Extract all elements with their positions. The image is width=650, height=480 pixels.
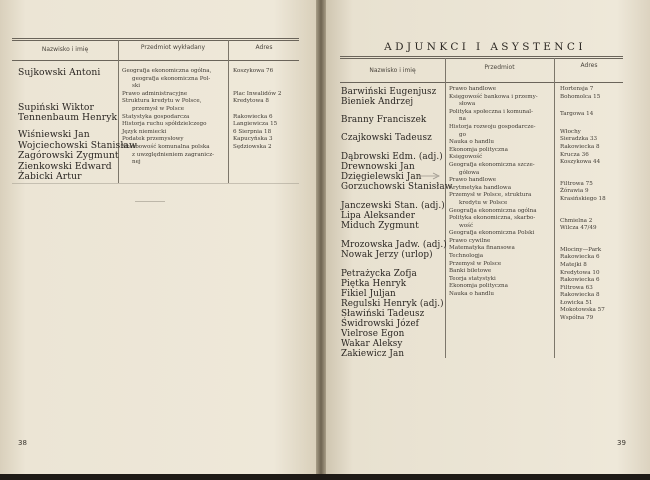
list-item: Wiśniewski Jan xyxy=(18,128,90,140)
list-item: Nowak Jerzy (urlop) xyxy=(341,250,433,260)
list-item: Rakowiecka 8 xyxy=(560,292,600,299)
list-item: kredytu w Polsce xyxy=(459,199,508,206)
left-page xyxy=(0,0,322,480)
list-item: Vielrose Egon xyxy=(341,329,405,339)
list-item: Geografja ekonomiczna ogólna, xyxy=(122,68,212,74)
list-item: przemysł w Polsce xyxy=(132,105,185,112)
list-item: Sieradzka 33 xyxy=(560,136,598,143)
list-item: Barwiński Eugenjusz xyxy=(341,87,437,97)
table-end-mark xyxy=(135,201,165,202)
list-item xyxy=(341,107,452,115)
list-item: Tennenbaum Henryk xyxy=(18,112,118,124)
list-item: Sujkowski Antoni xyxy=(18,67,101,78)
list-item: Rakowiecka 6 xyxy=(560,277,600,284)
list-item: Geografja ekonomiczna Polski xyxy=(449,230,535,237)
list-item: Filtrowa 63 xyxy=(560,284,593,291)
list-item: Nauka o handlu xyxy=(449,291,494,298)
list-item: Młociny—Park xyxy=(560,246,602,253)
page-number: 39 xyxy=(617,439,626,447)
list-item: Ekonomja polityczna xyxy=(449,283,508,290)
list-item xyxy=(18,79,137,90)
list-item: Struktura kredytu w Polsce, xyxy=(122,98,202,105)
list-item: Historja ruchu spółdzielczego xyxy=(122,121,207,128)
header-address: Adres xyxy=(255,44,273,51)
list-item: Arytmetyka handlowa xyxy=(449,184,512,191)
list-item xyxy=(560,101,606,111)
list-item: Wojciechowski Stanisław xyxy=(18,139,137,151)
list-item xyxy=(233,76,281,84)
list-item: Gorzuchowski Stanisław xyxy=(341,182,453,192)
list-item: Krucza 36 xyxy=(560,151,589,158)
list-item: Zakiewicz Jan xyxy=(341,349,405,359)
list-item: Petrażycka Zofja xyxy=(341,269,417,279)
list-item: Drewnowski Jan xyxy=(341,162,415,172)
list-item: Zagórowski Zygmunt xyxy=(18,150,119,162)
list-item: Geografja ekonomiczna szcze- xyxy=(449,161,535,168)
pencil-arrow-mark xyxy=(415,172,445,180)
list-item: Kredytowa 8 xyxy=(233,98,269,105)
list-item: Rakowiecka 6 xyxy=(560,254,600,261)
list-item: wość xyxy=(459,222,474,229)
list-item: Mokotowska 57 xyxy=(560,307,605,314)
list-item: Świdrowski Józef xyxy=(341,319,420,329)
list-item: Bieniek Andrzej xyxy=(341,97,414,107)
list-item: Dzięgielewski Jan xyxy=(341,172,422,182)
list-item: Hortensja 7 xyxy=(560,86,594,92)
address-list xyxy=(233,68,281,152)
list-item: Prawo cywilne xyxy=(449,237,491,244)
list-item: Przemysł w Polsce, struktura xyxy=(449,192,532,199)
list-item: Wilcza 47/49 xyxy=(560,225,597,232)
list-item: Bohomolca 15 xyxy=(560,93,601,100)
list-item: Chmielna 2 xyxy=(560,217,593,224)
list-item: Polityka społeczna i komunal- xyxy=(449,108,533,115)
list-item: Kredytowa 10 xyxy=(560,269,600,276)
list-item: ski xyxy=(132,83,141,90)
list-item: na xyxy=(459,116,466,123)
list-item xyxy=(233,106,281,114)
list-item: Polityka ekonomiczna, skarbo- xyxy=(449,215,536,222)
list-item: Księgowość bankowa i przemy- xyxy=(449,93,538,100)
header-subject: Przedmiot xyxy=(484,64,515,71)
list-item xyxy=(560,167,606,181)
list-item xyxy=(341,231,452,240)
list-item: Miduch Zygmunt xyxy=(341,221,419,231)
list-item: z uwzględnieniem zagranicz- xyxy=(132,151,215,158)
list-item: Branny Franciszek xyxy=(341,115,427,125)
list-item: Skarbowość komunalna polska xyxy=(122,143,210,150)
subject-list xyxy=(122,68,214,167)
list-item: Krasińskiego 18 xyxy=(560,195,606,202)
table-header-rule xyxy=(340,82,623,83)
list-item: Technologja xyxy=(449,253,484,260)
list-item: Lipa Aleksander xyxy=(341,211,415,221)
table-top-rule xyxy=(340,56,623,57)
list-item: słowa xyxy=(459,101,476,108)
list-item: Podatek przemysłowy xyxy=(122,136,184,143)
list-item: Żórawia 9 xyxy=(560,188,589,195)
list-item: Zienkowski Edward xyxy=(18,160,112,172)
list-item: Filtrowa 75 xyxy=(560,180,593,187)
list-item xyxy=(560,233,606,247)
table-bottom-rule xyxy=(12,183,299,184)
list-item xyxy=(341,125,452,133)
list-item: nej xyxy=(132,159,141,166)
header-name: Nazwisko i imię xyxy=(369,67,416,74)
list-item: Wakar Aleksy xyxy=(341,339,403,349)
column-divider xyxy=(228,40,229,183)
list-item: Koszykowa 76 xyxy=(233,68,274,74)
list-item: Żabicki Artur xyxy=(18,171,82,183)
list-item: Nauka o handlu xyxy=(449,139,494,146)
list-item: Supiński Wiktor xyxy=(18,101,94,113)
table-top-rule-double xyxy=(340,58,623,59)
table-header-rule xyxy=(12,60,299,61)
address-list xyxy=(560,86,606,323)
list-item: Matejki 8 xyxy=(560,261,587,268)
list-item: go xyxy=(459,131,466,138)
table-top-rule-double xyxy=(12,40,299,41)
page-title: ADJUNKCI I ASYSTENCI xyxy=(384,41,586,53)
name-list xyxy=(341,87,452,359)
table-top-rule xyxy=(12,38,299,39)
list-item: Piętka Henryk xyxy=(341,279,407,289)
header-name: Nazwisko i imię xyxy=(41,46,89,53)
list-item xyxy=(341,192,452,201)
list-item: Fikiel Juljan xyxy=(341,289,396,299)
list-item: Banki biletowe xyxy=(449,268,492,275)
list-item: Geografja ekonomiczna ogólna xyxy=(449,207,537,214)
list-item: Sławiński Tadeusz xyxy=(341,309,425,319)
list-item: Janczewski Stan. (adj.) xyxy=(341,201,445,211)
header-subject: Przedmiot wykładany xyxy=(140,44,206,51)
list-item: Włochy xyxy=(560,128,581,135)
list-item: Mrozowska Jadw. (adj.) xyxy=(341,240,447,250)
header-address: Adres xyxy=(580,62,598,69)
list-item: Targowa 14 xyxy=(560,111,594,118)
list-item: Langiewicza 15 xyxy=(233,121,278,128)
list-item: Czajkowski Tadeusz xyxy=(341,133,432,143)
list-item: Łowicka 51 xyxy=(560,299,593,306)
list-item: Rakowiecka 8 xyxy=(560,143,600,150)
list-item: Teorja statystyki xyxy=(449,275,496,282)
page-bottom-edge xyxy=(0,474,650,480)
list-item xyxy=(560,204,606,218)
list-item: Prawo administracyjne xyxy=(122,90,188,97)
subject-list xyxy=(449,86,538,299)
book-gutter xyxy=(316,0,326,480)
list-item: Regulski Henryk (adj.) xyxy=(341,299,444,309)
list-item xyxy=(233,83,281,91)
list-item: geografja ekonomiczna Pol- xyxy=(132,75,211,82)
list-item: Historja rozwoju gospodarcze- xyxy=(449,123,536,130)
list-item: Prawo handlowe xyxy=(449,86,497,92)
list-item: Statystyka gospodarcza xyxy=(122,113,190,120)
list-item: Wspólna 79 xyxy=(560,315,594,322)
list-item xyxy=(18,89,137,100)
list-item: Przemysł w Polsce xyxy=(449,260,502,267)
list-item: Koszykowa 44 xyxy=(560,159,601,166)
list-item: Kapucyńska 3 xyxy=(233,136,273,143)
list-item: Prawo handlowe xyxy=(449,177,497,184)
list-item: Matematyka finansowa xyxy=(449,245,515,252)
list-item: Język niemiecki xyxy=(122,128,167,135)
list-item xyxy=(341,260,452,269)
list-item: Ekonomja polityczna xyxy=(449,146,508,153)
column-divider xyxy=(554,58,555,358)
page-number: 38 xyxy=(18,439,27,447)
list-item: 6 Sierpnia 18 xyxy=(233,128,272,135)
list-item: Sędziowska 2 xyxy=(233,143,272,150)
list-item: Dąbrowski Edm. (adj.) xyxy=(341,152,443,162)
list-item: gółowa xyxy=(459,169,480,176)
list-item: Księgowość xyxy=(449,154,483,161)
name-list xyxy=(18,68,137,183)
list-item: Plac Inwalidów 2 xyxy=(233,90,282,97)
list-item xyxy=(560,119,606,129)
list-item xyxy=(341,143,452,152)
list-item: Rakowiecka 6 xyxy=(233,113,273,120)
